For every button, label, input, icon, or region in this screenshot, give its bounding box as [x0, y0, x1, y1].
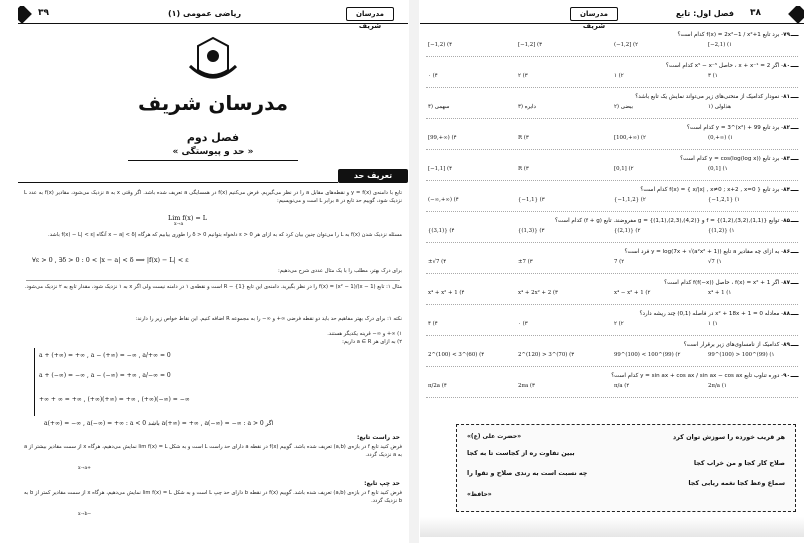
quote-line: هر قریب خورده را سوزش توان کرد [672, 433, 785, 441]
pencil-icon [790, 340, 801, 346]
question-text [424, 278, 800, 286]
answer-option: 2πa (۳ [518, 383, 535, 389]
answer-option: ۰ (۴ [428, 73, 438, 79]
answer-options [426, 42, 798, 50]
answer-option: R (۳ [518, 166, 529, 172]
right-page [420, 6, 804, 537]
answer-options [426, 228, 798, 236]
pencil-icon [790, 247, 801, 253]
answer-option: ۳ (۱ [708, 73, 718, 79]
pencil-icon [790, 216, 801, 222]
question-body: ‑ برد تابع f(x) = { x/|x| , x≠0 ; x+2 , x=0 } کدام است؟ [640, 187, 784, 193]
answer-option: ۲ (۲ [614, 321, 624, 327]
question-body: ‑ معادله x² + 18x + 1 = 0 در فاصله (0,1) چند ریشه دارد؟ [639, 311, 784, 317]
question-number: ۸۱ [783, 94, 790, 100]
pencil-icon [790, 92, 801, 98]
question-text [424, 371, 800, 379]
answer-option: بیضی (۲ [614, 104, 634, 110]
answer-option: سهمی (۴ [428, 104, 450, 110]
question-body: ‑ برد تابع y = cos(log(log x)) کدام است؟ [680, 156, 784, 162]
answer-option: {−1,1,2} (۲ [614, 197, 646, 203]
divider [426, 180, 798, 181]
left-page [18, 6, 408, 537]
question-text [424, 154, 800, 162]
answer-option: [0,1] (۲ [614, 166, 634, 172]
question-number: ۸۹ [783, 342, 790, 348]
page-header [420, 6, 804, 30]
note-text: نکته ۱: برای درک بهتر مفاهیم حد باید دو نقطه فرضی ∞+ و ∞− را به مجموعه R اضافه کنیم. این نقاط خواص زیر را دارند: [135, 316, 402, 322]
answer-options [426, 383, 798, 391]
answer-option: [−1,2] (۳ [518, 42, 543, 48]
page-header [18, 6, 408, 30]
answer-options [426, 259, 798, 267]
answer-option: 2^(120) > 3^(70) (۳ [518, 352, 575, 358]
answer-option: 2π/a (۱ [708, 383, 727, 389]
answer-options [426, 135, 798, 143]
question-text [424, 30, 800, 38]
answer-option: ۱ (۲ [614, 73, 624, 79]
quote-line: چه نسبت است به رندی صلاح و تقوا را [467, 469, 588, 477]
answer-option: دایره (۳ [518, 104, 536, 110]
answer-option: {−1,1} (۳ [518, 197, 545, 203]
paragraph: مسئله نزدیک شدن f(x) به L را می‌توان چنین بیان کرد که به ازای هر ε > 0 دلخواه بتوانیم δ > 0 را طوری بیابیم که هرگاه |x − a| < δ آنگاه |f(x) − L| < ε باشد. [48, 232, 402, 238]
paragraph: تابع با دامنه‌ی y = f(x) و نقطه‌های مقابل a را در نظر می‌گیریم. فرض می‌کنیم f(x) در همسایگی a تعریف شده باشد. اگر وقتی x به a نزدیک می‌شود، مقادیر f(x) به عدد L نزدیک شود، گوییم حد تابع در a برابر L است و می‌نویسیم: [24, 190, 402, 204]
pencil-icon [790, 371, 801, 377]
question-body: ‑ به ازای چه مقادیر a تابع y = log(7x + √(a²x² + 1)) فرد است؟ [624, 249, 784, 255]
quote-line: سماع وعظ کجا نغمه ربابی کجا [688, 479, 785, 487]
limit-tail-row: a(+∞) = −∞ , a(−∞) = +∞ : a < 0 باشد a(+∞) = +∞ , a(−∞) = −∞ : a > 0 اگر [44, 420, 274, 427]
question-body: ‑ توابع f = {(1,2),(3,2),(1,1)} و g = {(1,1),(2,3),(4,2)} مفروضند. تابع (f + g) کدام است؟ [554, 218, 784, 224]
book-gutter [409, 0, 419, 543]
answer-option: [99,+∞) (۴ [428, 135, 457, 141]
right-limit-text: فرض کنید تابع f در بازه‌ی (a,b) تعریف شده باشد. گوییم f(x) در نقطه a دارای حد راست L است و به شکل lim f(x) = L نمایش می‌دهیم، هرگاه x از سمت مقادیر بیشتر از a به a نزدیک گردد. [24, 444, 402, 458]
header-logo: مدرسان شریف [346, 7, 394, 21]
question-number: ۸۴ [783, 187, 790, 193]
right-limit-heading: حد راست تابع: [357, 434, 400, 441]
question-body: ‑ نمودار کدامیک از منحنی‌های زیر می‌تواند نمایش یک تابع باشد؟ [635, 94, 784, 100]
question-number: ۸۷ [783, 280, 790, 286]
quote-author: «حافظ» [467, 491, 492, 498]
answer-option: {(3,1)} (۴ [428, 228, 455, 234]
limit-rule-row: a + (−∞) = −∞ , a − (−∞) = +∞ , a/−∞ = 0 [39, 372, 171, 379]
section-title: تعریف حد [338, 169, 408, 183]
question-text [424, 123, 800, 131]
answer-option: (−∞,+∞) (۴ [428, 197, 459, 203]
divider [26, 280, 400, 281]
question-text [424, 61, 800, 69]
question-number: ۸۳ [783, 156, 790, 162]
divider [426, 366, 798, 367]
page-number: ۳۸ [750, 8, 761, 18]
answer-option: ۲ (۳ [518, 73, 528, 79]
answer-option: π/2a (۴ [428, 383, 447, 389]
right-limit-subscript: x→a+ [78, 466, 92, 471]
answer-option: (0,1] (۱ [708, 166, 728, 172]
pencil-icon [790, 154, 801, 160]
answer-option: {−1,2,1} (۱ [708, 197, 740, 203]
divider [426, 304, 798, 305]
pencil-icon [790, 30, 801, 36]
question-number: ۷۹ [783, 32, 790, 38]
page-shade [420, 517, 804, 537]
divider [426, 56, 798, 57]
question-number: ۸۲ [783, 125, 790, 131]
question-body: ‑ کدامیک از نامساوی‌های زیر برقرار است؟ [683, 342, 784, 348]
quote-line: ببین تفاوت ره از کجاست تا به کجا [467, 449, 575, 457]
note-item: ۲) به ازای هر a ∈ R داریم: [342, 339, 402, 345]
quote-box [456, 424, 796, 512]
divider [426, 149, 798, 150]
paragraph: برای درک بهتر، مطلب را با یک مثال عددی شرح می‌دهیم: [278, 268, 402, 274]
divider [426, 273, 798, 274]
question-number: ۹۰ [783, 373, 790, 379]
pencil-icon [790, 309, 801, 315]
limit-rule-row: +∞ + ∞ = +∞ , (+∞)(+∞) = +∞ , (+∞)(−∞) = −∞ [39, 396, 190, 403]
corner-ornament-icon [788, 6, 804, 24]
page-number: ۳۹ [38, 8, 49, 18]
pencil-icon [790, 61, 801, 67]
answer-options [426, 290, 798, 298]
limit-rule-row: a + (+∞) = +∞ , a − (+∞) = −∞ , a/+∞ = 0 [39, 352, 171, 359]
answer-option: 2^(100) < 3^(60) (۴ [428, 352, 485, 358]
question-text [424, 216, 800, 224]
divider [426, 397, 798, 398]
left-limit-heading: حد چپ تابع: [364, 480, 400, 487]
answer-option: ۴ (۴ [428, 321, 438, 327]
answer-option: x⁴ + 2x² + 2 (۳ [518, 290, 558, 296]
corner-ornament-icon [18, 6, 32, 24]
answer-option: x⁴ + x² + 1 (۴ [428, 290, 465, 296]
header-title: ریاضی عمومی (۱) [168, 9, 242, 18]
answer-option: (0,+∞) (۱ [708, 135, 734, 141]
question-text [424, 309, 800, 317]
answer-option: [100,+∞) (۲ [614, 135, 646, 141]
answer-option: ±7 (۳ [518, 259, 533, 265]
note-item: ۱) ∞+ و ∞− قرینه یکدیگر هستند. [327, 331, 402, 337]
question-text [424, 340, 800, 348]
answer-options [426, 73, 798, 81]
answer-option: x⁴ + 1 (۱ [708, 290, 732, 296]
question-body: ‑ دوره تناوب تابع y = sin ax + cos ax / sin ax − cos ax کدام است؟ [611, 373, 784, 379]
answer-option: ۰ (۳ [518, 321, 528, 327]
answer-option: ±√7 (۴ [428, 259, 447, 265]
pencil-icon [790, 123, 801, 129]
answer-options [426, 104, 798, 112]
answer-option: (−1,2] (۲ [614, 42, 639, 48]
limit-formula: Lim f(x) = L [168, 214, 207, 222]
answer-option: [−1,1] (۴ [428, 166, 453, 172]
answer-option: x⁴ − x² + 1 (۲ [614, 290, 651, 296]
example-text: مثال ۱: تابع f(x) = (x² − 1)/(x − 1) را در نظر بگیرید. دامنه‌ی این تابع R − {1} است و نقطه‌ی ۱ در دامنه نیست ولی اگر x به ۱ نزدیک شود، مقدار تابع به ۲ نزدیک می‌شود. [24, 284, 402, 290]
question-body: ‑ اگر f(x) = x² + 1 ، حاصل f(f(−x)) کدام است؟ [664, 280, 784, 286]
pencil-icon [790, 185, 801, 191]
epsilon-delta-formula: ∀ε > 0 , ∃δ > 0 : 0 < |x − a| < δ ⟹ |f(x) − L| < ε [32, 256, 189, 264]
divider [426, 335, 798, 336]
answer-option: π/a (۲ [614, 383, 630, 389]
divider [426, 211, 798, 212]
answer-options [426, 197, 798, 205]
answer-option: {(2,1)} (۲ [614, 228, 641, 234]
answer-option: 99^(100) < 100^(99) (۲ [614, 352, 681, 358]
quote-author: «حضرت علی (ع)» [467, 433, 522, 440]
answer-option: {(1,3)} (۳ [518, 228, 545, 234]
question-number: ۸۰ [783, 63, 790, 69]
answer-option: [−1,2) (۴ [428, 42, 453, 48]
divider [426, 118, 798, 119]
answer-option: R (۳ [518, 135, 529, 141]
answer-option: √7 (۱ [708, 259, 722, 265]
divider [18, 182, 338, 183]
answer-option: هذلولی (۱ [708, 104, 731, 110]
header-logo: مدرسان شریف [570, 7, 618, 21]
left-limit-subscript: x→b− [78, 512, 92, 517]
answer-options [426, 352, 798, 360]
emblem-text: مدرسان شریف [138, 91, 288, 115]
left-limit-text: فرض کنید تابع f در بازه‌ی (a,b) تعریف شده باشد. گوییم f(x) در نقطه b دارای حد چپ L است و به شکل lim f(x) = L نمایش می‌دهیم، هرگاه x از سمت مقادیر کمتر از b به b نزدیک گردد. [24, 490, 402, 504]
question-text [424, 247, 800, 255]
quote-line: صلاح کار کجا و من خراب کجا [693, 459, 785, 467]
answer-option: {(1,2)} (۱ [708, 228, 735, 234]
limit-subscript: x→a [174, 222, 184, 227]
divider [426, 242, 798, 243]
header-title: فصل اول: تابع [675, 9, 734, 18]
answer-option: 7 (۲ [614, 259, 625, 265]
divider [128, 160, 298, 161]
answer-options [426, 166, 798, 174]
limit-rules-box [34, 348, 214, 416]
question-body: ‑ برد تابع f(x) = 2x²−1 / x²+1 کدام است؟ [677, 32, 784, 38]
answer-option: ۱ (۱ [708, 321, 718, 327]
answer-option: 99^(100) > 100^(99) (۱ [708, 352, 775, 358]
question-body: ‑ برد تابع y = 3^(x²) + 99 کدام است؟ [686, 125, 784, 131]
divider [426, 87, 798, 88]
chapter-subtitle: « حد و پیوستگی » [172, 147, 254, 157]
pencil-icon [790, 278, 801, 284]
sharif-emblem-icon [138, 36, 288, 126]
question-body: ‑ اگر x + x⁻¹ = 2 ، حاصل x⁵ − x⁻⁵ کدام است؟ [665, 63, 784, 69]
question-text [424, 92, 800, 100]
question-number: ۸۸ [783, 311, 790, 317]
answer-options [426, 321, 798, 329]
question-number: ۸۶ [783, 249, 790, 255]
question-text [424, 185, 800, 193]
question-number: ۸۵ [783, 218, 790, 224]
chapter-title: فصل دوم [186, 131, 240, 144]
answer-option: [−2,1) (۱ [708, 42, 733, 48]
